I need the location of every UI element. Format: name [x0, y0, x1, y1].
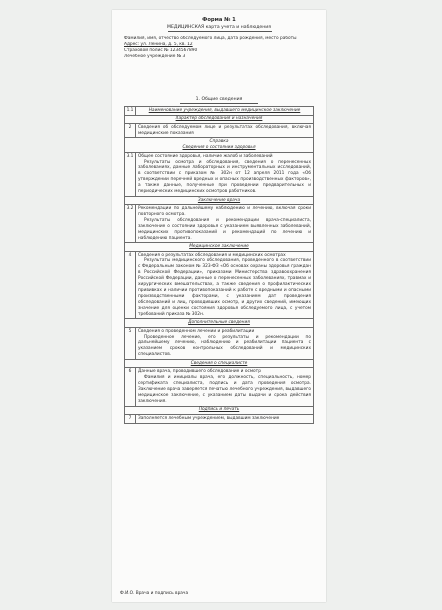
row-paragraph: Проведенное лечение, его результаты и рекомендации по дальнейшему лечению, наблюдению и реабилитации пациента с указанием сроков контрольных обследований и медицинских специалистов. — [138, 334, 311, 358]
document-title: Форма № 1 — [202, 17, 236, 23]
row-body — [136, 251, 314, 319]
group-heading-text: Характер обследования и назначения — [175, 116, 263, 122]
row-number: 7 — [125, 415, 136, 424]
group-heading — [125, 243, 314, 252]
group-heading — [125, 115, 314, 124]
group-heading-text: Заключение врача — [197, 197, 241, 203]
group-heading — [125, 138, 314, 152]
row-number: 3.2 — [125, 205, 136, 243]
table-row — [125, 152, 314, 196]
row-body — [136, 124, 314, 138]
info-line: Лечебное учреждение № 3 — [124, 53, 186, 59]
table-row — [125, 415, 314, 424]
table-row — [125, 368, 314, 406]
section-heading: 1. Общие сведения — [195, 97, 243, 102]
row-paragraph: Рекомендации по дальнейшему наблюдению и лечению, включая сроки повторного осмотра. — [138, 206, 311, 217]
document-subtitle: МЕДИЦИНСКАЯ карта учета и наблюдения — [167, 25, 271, 30]
row-number: 2 — [125, 124, 136, 138]
row-paragraph: Сведения о результатах обследования и медицинских осмотрах — [138, 252, 286, 258]
group-heading — [125, 359, 314, 368]
row-number: 3.1 — [125, 152, 136, 196]
table-row — [125, 138, 314, 152]
row-body — [136, 205, 314, 243]
table-row — [125, 251, 314, 319]
table-row — [125, 115, 314, 124]
row-number: 4 — [125, 251, 136, 319]
group-heading-text: Справка — [209, 139, 229, 145]
row-paragraph: Результаты медицинского обследования, проведенного в соответствии с Федеральным законом № 323-ФЗ «Об основах охраны здоровья граждан в Российской Федерации», приказами Министерства здравоохранения Российской Федерации, данные о перенесенных заболеваниях, травмах и хирургических вмешательствах, а также сведения о профилактических прививках и наличии противопоказаний к работе с вредными и опасными производственными факторами, с указанием дат проведения обследований и лиц, проводивших осмотр, и других сведений, имеющих значение для оценки состояния здоровья обследуемого лица, с учетом требований приказа № 302н. — [138, 258, 311, 317]
row-heading — [136, 107, 314, 116]
info-line: Страховой полис № 1234567890 — [124, 47, 198, 53]
row-body — [136, 327, 314, 359]
row-number: 5 — [125, 327, 136, 359]
group-heading-text: Подпись и печать — [198, 407, 240, 413]
row-paragraph: Результаты осмотра и обследования, сведения о перенесенных заболеваниях, данные лабораторных и инструментальных исследований, в соответствии с приказом № 302н от 12 апреля 2011 года «Об утверждении перечней вредных и опасных производственных факторов», а также данные, полученные при проведении предварительных и периодических медицинских осмотров работников. — [138, 159, 311, 195]
table-row — [125, 107, 314, 116]
patient-info-block — [124, 36, 314, 60]
section-underline — [180, 103, 258, 104]
row-number: 1.1 — [125, 107, 136, 116]
row-paragraph: Общее состояние здоровья, наличие жалоб и заболеваний — [138, 153, 273, 159]
group-heading-text: Сведения о специалисте — [190, 360, 248, 366]
title-underline — [168, 31, 272, 32]
row-paragraph: Сведения о проведенном лечении и реабилитации — [138, 328, 255, 334]
group-subheading-text: Сведения о состоянии здоровья — [182, 145, 256, 151]
row-body — [136, 415, 314, 424]
row-paragraph: Заполняется лечебным учреждением, выдавшим заключение — [138, 415, 280, 421]
table-row — [125, 124, 314, 138]
row-number: 6 — [125, 368, 136, 406]
row-paragraph: Результаты обследования и рекомендации врача-специалиста, заключение о состоянии здоровья с указанием выявленных заболеваний, медицинских противопоказаний и рекомендаций по лечению и наблюдению пациента. — [138, 217, 311, 241]
row-paragraph: Фамилия и инициалы врача, его должность, специальность, номер сертификата специалиста, подпись и дата проведения осмотра. Заключение врача заверяется печатью лечебного учреждения, выдавшего медицинское заключение, с указанием даты выдачи и срока действия заключения. — [138, 375, 311, 404]
table-row — [125, 406, 314, 415]
group-heading-text: Дополнительные сведения — [188, 320, 250, 326]
row-paragraph: Данные врача, проводившего обследование и осмотр — [138, 369, 261, 375]
row-heading-text: Наименование учреждения, выдавшего медицинское заключение — [148, 107, 301, 113]
signature-footer: Ф.И.О. Врача и подпись врача — [120, 591, 189, 596]
table-row — [125, 319, 314, 328]
records-table — [124, 106, 314, 424]
row-body — [136, 368, 314, 406]
table-row — [125, 205, 314, 243]
table-row — [125, 327, 314, 359]
row-body — [136, 152, 314, 196]
group-heading-text: Медицинское заключение — [189, 244, 249, 250]
table-row — [125, 243, 314, 252]
row-paragraph: Сведения об обследуемом лице и результатах обследования, включая медицинские показания — [138, 124, 311, 136]
info-line: Адрес: ул. Ленина, д. 5, кв. 12 — [124, 41, 193, 47]
group-heading — [125, 196, 314, 205]
table-row — [125, 359, 314, 368]
document-page — [112, 10, 326, 602]
group-heading — [125, 319, 314, 328]
info-line: Фамилия, имя, отчество обследуемого лица, дата рождения, место работы — [124, 36, 297, 41]
group-heading — [125, 406, 314, 415]
table-row — [125, 196, 314, 205]
